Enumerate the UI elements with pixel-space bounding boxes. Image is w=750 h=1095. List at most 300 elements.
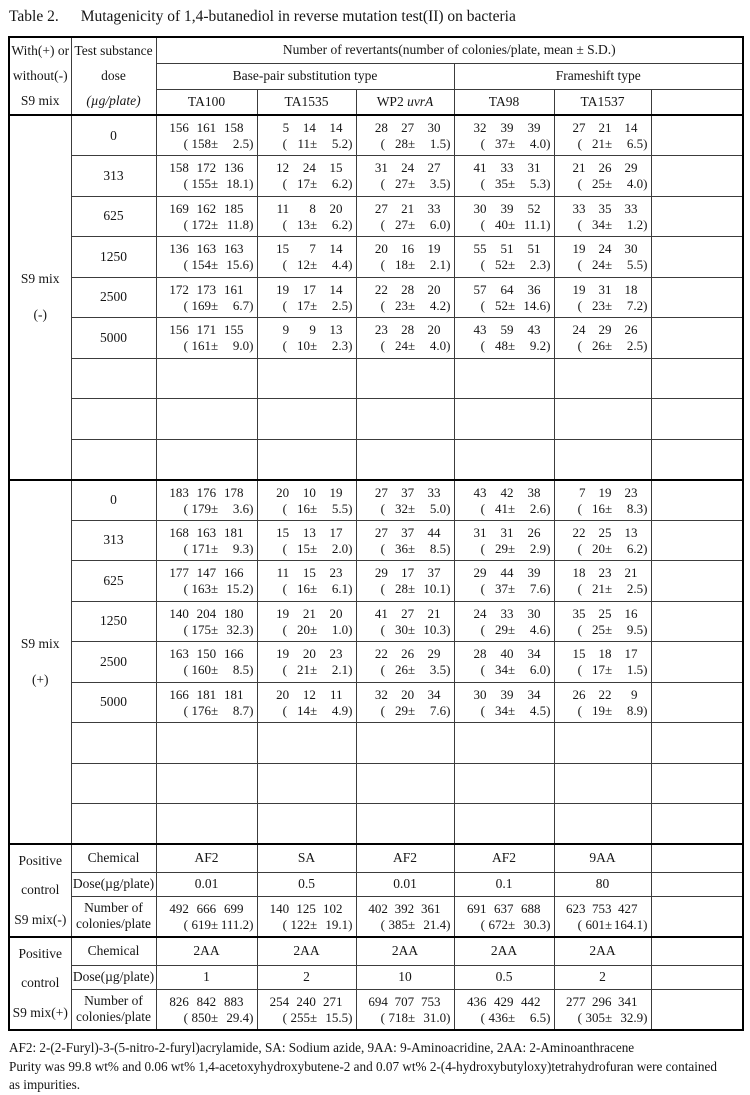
plus-minus-sign: ± (310, 662, 318, 678)
colony-count-value: 33 (427, 200, 441, 216)
colony-counts (455, 158, 554, 176)
mean-sd (455, 541, 554, 558)
colony-counts (258, 604, 356, 622)
mean-value: 32 (395, 500, 409, 516)
mean-sd (357, 1010, 454, 1027)
colony-counts (555, 523, 651, 541)
chemical-cell: 2AA (356, 937, 454, 965)
mean-value: 34 (495, 662, 509, 678)
sd-value: 9.2 (529, 338, 547, 354)
colony-count-value: 64 (500, 281, 514, 297)
paren-close: ) (446, 136, 451, 151)
plus-minus-sign: ± (508, 338, 516, 354)
colony-count-value: 402 (368, 900, 388, 916)
strain-header-ta98 (454, 89, 554, 115)
positive-control-dose-cell: 10 (356, 965, 454, 989)
colony-count-value: 22 (374, 646, 388, 662)
paren-close: ) (546, 176, 551, 192)
chemical-cell: 2AA (156, 937, 257, 965)
colony-count-value: 41 (473, 160, 487, 176)
paren-close: ) (348, 500, 353, 516)
chemical-cell: AF2 (356, 844, 454, 872)
colony-count-value: 26 (401, 646, 415, 662)
mean-sd (555, 217, 651, 234)
revertant-cell (454, 480, 554, 521)
colony-counts (555, 899, 651, 917)
revertant-cell (554, 601, 651, 642)
paren-close: ) (348, 540, 353, 556)
empty-cell (257, 439, 356, 480)
colony-count-value: 19 (329, 484, 343, 500)
sd-value: 1.2 (626, 216, 644, 232)
plus-minus-sign: ± (508, 136, 516, 151)
sd-value: 2.1 (429, 257, 447, 273)
colony-count-value: 31 (500, 524, 514, 540)
empty-cell (454, 763, 554, 804)
colony-count-value: 18 (598, 646, 612, 662)
colony-count-value: 623 (566, 900, 586, 916)
empty-row (9, 723, 743, 764)
colony-counts (555, 280, 651, 298)
plus-minus-sign: ± (605, 702, 613, 718)
chemical-row-label: Chemical (71, 844, 156, 872)
paren-open: ( (282, 621, 288, 637)
mean-sd (258, 176, 356, 193)
table-title (9, 8, 742, 26)
empty-cell (257, 763, 356, 804)
dose-cell: 1250 (71, 237, 156, 278)
colony-count-value: 37 (401, 524, 415, 540)
mean-value: 37 (495, 136, 509, 151)
colony-count-value: 637 (494, 900, 514, 916)
paren-close: ) (546, 338, 551, 354)
strain-header-ta1535 (257, 89, 356, 115)
colony-count-value: 24 (302, 160, 316, 176)
colony-count-value: 27 (374, 484, 388, 500)
paren-open: ( (577, 1009, 583, 1025)
plus-minus-sign: ± (408, 540, 416, 556)
paren-close: ) (446, 662, 451, 678)
plus-minus-sign: ± (605, 540, 613, 556)
paren-close: ) (546, 257, 551, 273)
revertant-cell (454, 277, 554, 318)
paren-close: ) (546, 136, 551, 151)
plus-minus-sign: ± (605, 1009, 613, 1025)
paren-close: ) (249, 621, 254, 637)
colony-counts (455, 118, 554, 136)
colony-count-value: 240 (296, 993, 316, 1009)
mean-sd (555, 501, 651, 518)
plus-minus-sign: ± (310, 581, 318, 597)
revertant-cell (257, 277, 356, 318)
positive-control-dose-cell: 0.5 (454, 965, 554, 989)
colony-count-value: 26 (624, 322, 638, 338)
plus-minus-sign: ± (408, 216, 416, 232)
mean-sd (157, 541, 257, 558)
positive-control-colonies-cell (554, 989, 651, 1030)
revertant-cell (156, 237, 257, 278)
plus-minus-sign: ± (605, 500, 613, 516)
mean-value: 28 (395, 136, 409, 151)
colony-count-value: 158 (169, 160, 189, 176)
dose-cell: 2500 (71, 642, 156, 683)
colony-count-value: 271 (323, 993, 343, 1009)
colony-counts (357, 118, 454, 136)
empty-row (9, 439, 743, 480)
colony-count-value: 20 (329, 605, 343, 621)
mean-sd (258, 1010, 356, 1027)
positive-control-label-cell (9, 844, 71, 937)
mean-value: 122 (290, 916, 311, 932)
s9-header-line-2: without(-) (12, 67, 68, 83)
paren-open: ( (577, 297, 583, 313)
colony-counts (157, 563, 257, 581)
colony-count-value: 436 (467, 993, 487, 1009)
paren-open: ( (577, 702, 583, 718)
empty-cell (651, 723, 743, 764)
colony-count-value: 23 (374, 322, 388, 338)
paren-open: ( (380, 1009, 386, 1025)
mean-value: 41 (495, 500, 509, 516)
plus-minus-sign: ± (310, 500, 318, 516)
plus-minus-sign: ± (605, 297, 613, 313)
colony-count-value: 24 (473, 605, 487, 621)
colony-counts (455, 280, 554, 298)
sd-value: 111.2 (220, 916, 250, 932)
positive-control-dose-cell: 0.5 (257, 872, 356, 896)
revertants-header: Number of revertants(number of colonies/plate, mean ± S.D.) (156, 37, 743, 63)
colony-count-value: 29 (598, 322, 612, 338)
revertant-cell (257, 561, 356, 602)
paren-open: ( (183, 176, 189, 192)
plus-minus-sign: ± (508, 500, 516, 516)
dose-cell: 625 (71, 196, 156, 237)
mean-sd (455, 917, 554, 934)
revertant-cell (356, 115, 454, 156)
paren-open: ( (282, 581, 288, 597)
colony-count-value: 31 (527, 160, 541, 176)
positive-control-label-cell (9, 937, 71, 1030)
paren-open: ( (577, 176, 583, 192)
colony-count-value: 155 (223, 322, 244, 338)
colony-count-value: 31 (374, 160, 388, 176)
colony-count-value: 8 (309, 200, 316, 216)
revertant-cell (356, 237, 454, 278)
paren-close: ) (546, 500, 551, 516)
s9-mix-label (10, 636, 71, 688)
paren-close: ) (446, 702, 451, 718)
paren-close: ) (446, 338, 451, 354)
positive-control-chemical-row (9, 937, 743, 965)
sd-value: 4.0 (529, 136, 547, 151)
revertant-cell (356, 520, 454, 561)
mean-value: 850 (191, 1009, 212, 1025)
paren-close: ) (446, 540, 451, 556)
colony-counts (157, 992, 257, 1010)
strain-header-empty (651, 89, 743, 115)
colony-count-value: 166 (223, 565, 244, 581)
empty-cell (651, 196, 743, 237)
paren-close: ) (249, 176, 254, 192)
mean-value: 24 (592, 257, 606, 273)
plus-minus-sign: ± (408, 662, 416, 678)
colony-count-value: 694 (368, 993, 388, 1009)
revertant-cell (454, 115, 554, 156)
paren-open: ( (380, 702, 386, 718)
empty-cell (651, 277, 743, 318)
colony-count-value: 15 (302, 565, 316, 581)
paren-open: ( (183, 216, 189, 232)
mutagenicity-table (8, 36, 744, 1031)
mean-value: 172 (191, 216, 212, 232)
empty-cell (356, 804, 454, 845)
paren-open: ( (480, 338, 486, 354)
mean-sd (357, 662, 454, 679)
mean-value: 175 (191, 621, 212, 637)
paren-open: ( (480, 136, 486, 151)
mean-value: 34 (592, 216, 606, 232)
mean-value: 154 (191, 257, 212, 273)
revertant-cell (356, 156, 454, 197)
footnote-line-2: Purity was 99.8 wt% and 0.06 wt% 1,4-acetoxyhydroxybutene-2 and 0.07 wt% 2-(4-hydroxybutyloxy)tetrahydrofuran were contained (9, 1058, 717, 1074)
sd-value: 32.9 (620, 1009, 644, 1025)
plus-minus-sign: ± (408, 176, 416, 192)
colony-count-value: 826 (169, 993, 189, 1009)
colony-count-value: 44 (500, 565, 514, 581)
colony-count-value: 28 (374, 120, 388, 135)
plus-minus-sign: ± (211, 581, 219, 597)
paren-close: ) (249, 702, 254, 718)
revertant-cell (356, 682, 454, 723)
plus-minus-sign: ± (211, 257, 219, 273)
empty-row (9, 399, 743, 440)
mean-sd (157, 298, 257, 315)
colonies-label-line: Number of (84, 900, 143, 916)
colony-count-value: 28 (401, 281, 415, 297)
paren-open: ( (480, 500, 486, 516)
paren-open: ( (480, 176, 486, 192)
empty-cell (356, 399, 454, 440)
positive-control-colonies-cell (156, 989, 257, 1030)
sd-value: 1.0 (331, 621, 349, 637)
positive-control-label-line: Positive (18, 853, 62, 869)
colony-count-value: 9 (631, 686, 638, 702)
revertant-cell (257, 115, 356, 156)
colony-count-value: 23 (329, 565, 343, 581)
plus-minus-sign: ± (508, 216, 516, 232)
revertant-cell (156, 156, 257, 197)
sd-value: 5.2 (331, 136, 349, 151)
empty-cell (651, 937, 743, 965)
paren-close: ) (546, 1009, 551, 1025)
mean-sd (357, 622, 454, 639)
colony-count-value: 125 (296, 900, 316, 916)
plus-minus-sign: ± (310, 540, 318, 556)
colony-count-value: 15 (276, 524, 290, 540)
sd-value: 15.6 (226, 257, 250, 273)
mean-value: 29 (495, 621, 509, 637)
paren-open: ( (480, 621, 486, 637)
s9-header-line-3: S9 mix (20, 93, 60, 109)
empty-cell (651, 804, 743, 845)
colony-count-value: 20 (302, 646, 316, 662)
mean-value: 179 (191, 500, 212, 516)
plus-minus-sign: ± (605, 662, 613, 678)
sd-value: 4.4 (331, 257, 349, 273)
colony-counts (258, 199, 356, 217)
mean-sd (258, 298, 356, 315)
colonies-label-line: Number of (84, 993, 143, 1009)
colony-count-value: 18 (572, 565, 586, 581)
mean-sd (555, 622, 651, 639)
colony-count-value: 59 (500, 322, 514, 338)
mean-sd (555, 1010, 651, 1027)
colony-counts (357, 644, 454, 662)
paren-open: ( (282, 500, 288, 516)
table-row (9, 196, 743, 237)
colony-count-value: 35 (572, 605, 586, 621)
mean-value: 23 (592, 297, 606, 313)
colony-count-value: 26 (527, 524, 541, 540)
colony-count-value: 21 (624, 565, 638, 581)
strain-name: WP2 (376, 93, 404, 109)
colony-count-value: 21 (302, 605, 316, 621)
mean-value: 16 (297, 581, 311, 597)
base-pair-group-header: Base-pair substitution type (156, 63, 454, 89)
colony-count-value: 17 (302, 281, 316, 297)
colony-count-value: 11 (276, 565, 290, 581)
revertant-cell (257, 520, 356, 561)
sd-value: 6.7 (232, 297, 250, 313)
chemical-cell: 9AA (554, 844, 651, 872)
mean-value: 26 (395, 662, 409, 678)
colony-count-value: 7 (309, 241, 316, 257)
sd-value: 5.5 (626, 257, 644, 273)
sd-value: 8.9 (626, 702, 644, 718)
plus-minus-sign: ± (211, 702, 219, 718)
mean-sd (258, 501, 356, 518)
positive-control-chemical-row (9, 844, 743, 872)
sd-value: 8.7 (232, 702, 250, 718)
colony-counts (555, 644, 651, 662)
colony-count-value: 156 (169, 120, 189, 135)
mean-sd (555, 298, 651, 315)
positive-control-colonies-cell (257, 896, 356, 937)
colony-count-value: 30 (427, 120, 441, 135)
colony-count-value: 34 (527, 686, 541, 702)
strain-header-ta1537 (554, 89, 651, 115)
colony-counts (157, 685, 257, 703)
paren-open: ( (380, 136, 386, 151)
revertant-cell (156, 318, 257, 359)
positive-control-dose-cell: 0.1 (454, 872, 554, 896)
paren-close: ) (249, 500, 254, 516)
paren-close: ) (546, 702, 551, 718)
plus-minus-sign: ± (310, 176, 318, 192)
paren-open: ( (380, 338, 386, 354)
paren-open: ( (480, 297, 486, 313)
mean-value: 16 (592, 500, 606, 516)
s9-label-line: S9 mix (20, 635, 60, 651)
sd-value: 8.5 (232, 662, 250, 678)
footnotes (9, 1039, 742, 1095)
colony-count-value: 185 (223, 200, 244, 216)
plus-minus-sign: ± (211, 500, 219, 516)
paren-open: ( (183, 500, 189, 516)
revertant-cell (554, 196, 651, 237)
positive-control-colonies-cell (454, 989, 554, 1030)
dose-cell: 5000 (71, 318, 156, 359)
positive-control-dose-cell: 2 (257, 965, 356, 989)
mean-sd (555, 662, 651, 679)
paren-close: ) (446, 916, 451, 932)
paren-open: ( (282, 916, 288, 932)
colony-count-value: 429 (494, 993, 514, 1009)
paren-close: ) (249, 297, 254, 313)
paren-open: ( (380, 581, 386, 597)
plus-minus-sign: ± (605, 338, 613, 354)
empty-cell (554, 358, 651, 399)
table-row (9, 520, 743, 561)
dose-cell: 313 (71, 156, 156, 197)
empty-cell (257, 804, 356, 845)
paren-open: ( (480, 216, 486, 232)
plus-minus-sign: ± (211, 662, 219, 678)
paren-open: ( (183, 297, 189, 313)
colony-counts (455, 563, 554, 581)
colony-count-value: 22 (374, 281, 388, 297)
mean-sd (357, 541, 454, 558)
plus-minus-sign: ± (508, 702, 516, 718)
positive-control-colonies-cell (257, 989, 356, 1030)
revertant-cell (356, 318, 454, 359)
colony-counts (357, 320, 454, 338)
mean-sd (555, 581, 651, 598)
paren-open: ( (380, 500, 386, 516)
mean-value: 18 (395, 257, 409, 273)
mean-value: 48 (495, 338, 509, 354)
colony-count-value: 55 (473, 241, 487, 257)
paren-open: ( (380, 297, 386, 313)
empty-cell (71, 399, 156, 440)
sd-value: 5.3 (529, 176, 547, 192)
colony-count-value: 23 (329, 646, 343, 662)
mean-value: 52 (495, 257, 509, 273)
colony-count-value: 102 (323, 900, 343, 916)
colony-count-value: 427 (618, 900, 638, 916)
colony-count-value: 180 (223, 605, 244, 621)
revertant-cell (454, 520, 554, 561)
colony-count-value: 25 (598, 524, 612, 540)
revertant-cell (554, 318, 651, 359)
colony-count-value: 27 (401, 605, 415, 621)
paren-close: ) (643, 621, 648, 637)
empty-cell (554, 804, 651, 845)
colony-count-value: 20 (276, 686, 290, 702)
paren-open: ( (577, 257, 583, 273)
paren-close: ) (643, 297, 648, 313)
revertant-cell (257, 682, 356, 723)
mean-value: 10 (297, 338, 311, 354)
sd-value: 32.3 (226, 621, 250, 637)
colony-count-value: 20 (374, 241, 388, 257)
plus-minus-sign: ± (408, 136, 416, 151)
revertant-cell (454, 318, 554, 359)
colony-count-value: 38 (527, 484, 541, 500)
sd-value: 5.5 (331, 500, 349, 516)
colony-count-value: 178 (223, 484, 244, 500)
paren-close: ) (546, 540, 551, 556)
